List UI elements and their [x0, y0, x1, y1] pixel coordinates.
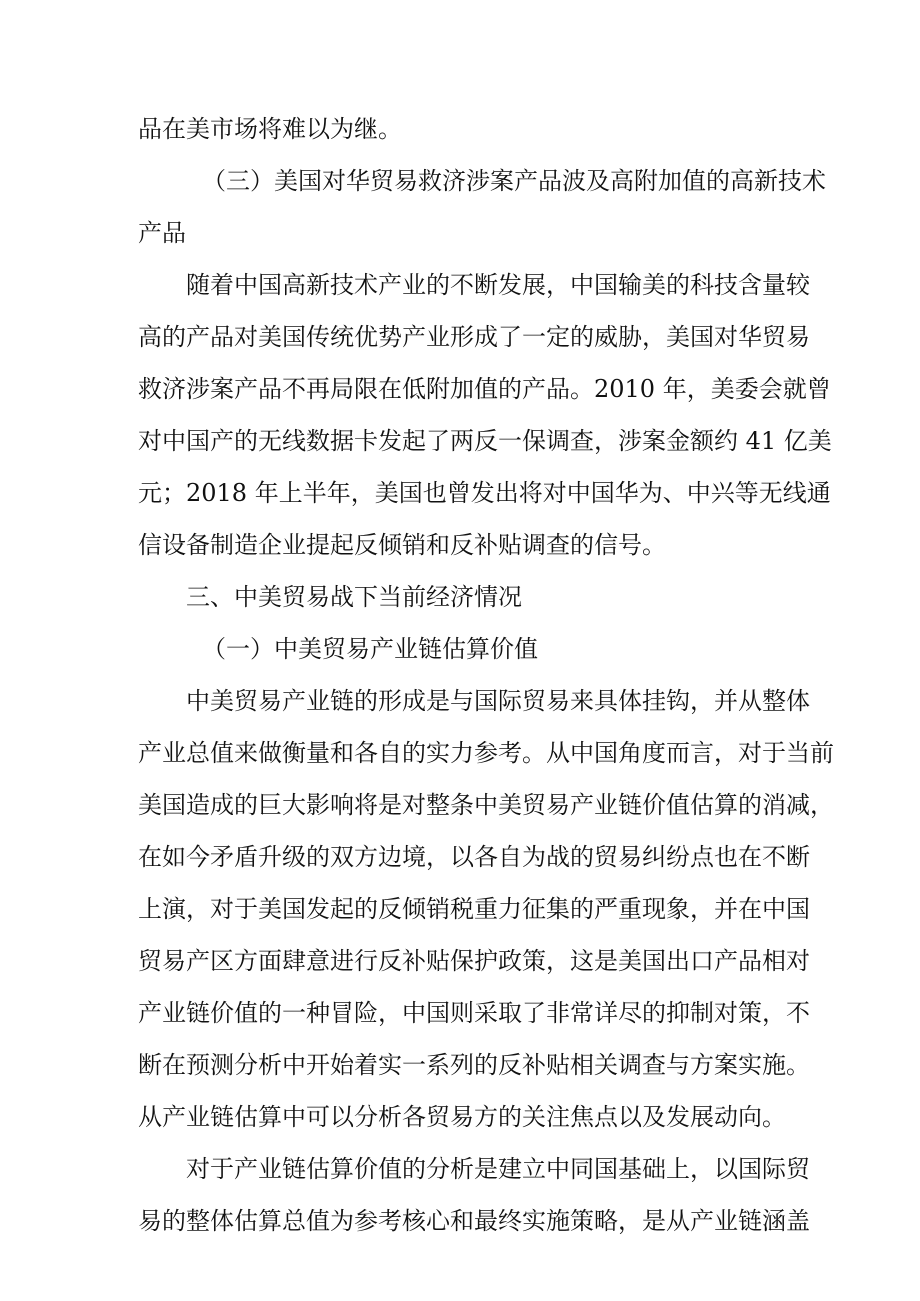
body-text-line: 中美贸易产业链的形成是与国际贸易来具体挂钩，并从整体 — [186, 687, 810, 715]
body-text-line: 美国造成的巨大影响将是对整条中美贸易产业链价值估算的消减， — [138, 791, 834, 819]
body-text-line: 对中国产的无线数据卡发起了两反一保调查，涉案金额约 41 亿美 — [138, 427, 832, 455]
body-text-line: 贸易产区方面肆意进行反补贴保护政策，这是美国出口产品相对 — [138, 947, 810, 975]
body-text-line: 在如今矛盾升级的双方边境，以各自为战的贸易纠纷点也在不断 — [138, 843, 810, 871]
section-heading: （三）美国对华贸易救济涉案产品波及高附加值的高新技术 — [202, 167, 826, 195]
body-text-line: 元；2018 年上半年，美国也曾发出将对中国华为、中兴等无线通 — [138, 479, 831, 507]
body-text-line: 随着中国高新技术产业的不断发展，中国输美的科技含量较 — [186, 271, 810, 299]
body-text-line: 救济涉案产品不再局限在低附加值的产品。2010 年，美委会就曾 — [138, 375, 831, 403]
section-heading: 产品 — [138, 219, 186, 247]
body-text-line: 高的产品对美国传统优势产业形成了一定的威胁，美国对华贸易 — [138, 323, 810, 351]
body-text-line: 产业链价值的一种冒险，中国则采取了非常详尽的抑制对策，不 — [138, 999, 810, 1027]
body-text-line: 易的整体估算总值为参考核心和最终实施策略，是从产业链涵盖 — [138, 1207, 810, 1235]
body-text-line: 产业总值来做衡量和各自的实力参考。从中国角度而言，对于当前 — [138, 739, 834, 767]
body-text-line: 从产业链估算中可以分析各贸易方的关注焦点以及发展动向。 — [138, 1103, 786, 1131]
body-text-line: 品在美市场将难以为继。 — [138, 115, 402, 143]
body-text-line: 对于产业链估算价值的分析是建立中同国基础上，以国际贸 — [186, 1155, 810, 1183]
body-text-line: 断在预测分析中开始着实一系列的反补贴相关调查与方案实施。 — [138, 1051, 810, 1079]
body-text-line: 上演，对于美国发起的反倾销税重力征集的严重现象，并在中国 — [138, 895, 810, 923]
section-heading: 三、中美贸易战下当前经济情况 — [186, 583, 522, 611]
section-heading: （一）中美贸易产业链估算价值 — [202, 635, 538, 663]
body-text-line: 信设备制造企业提起反倾销和反补贴调查的信号。 — [138, 531, 666, 559]
